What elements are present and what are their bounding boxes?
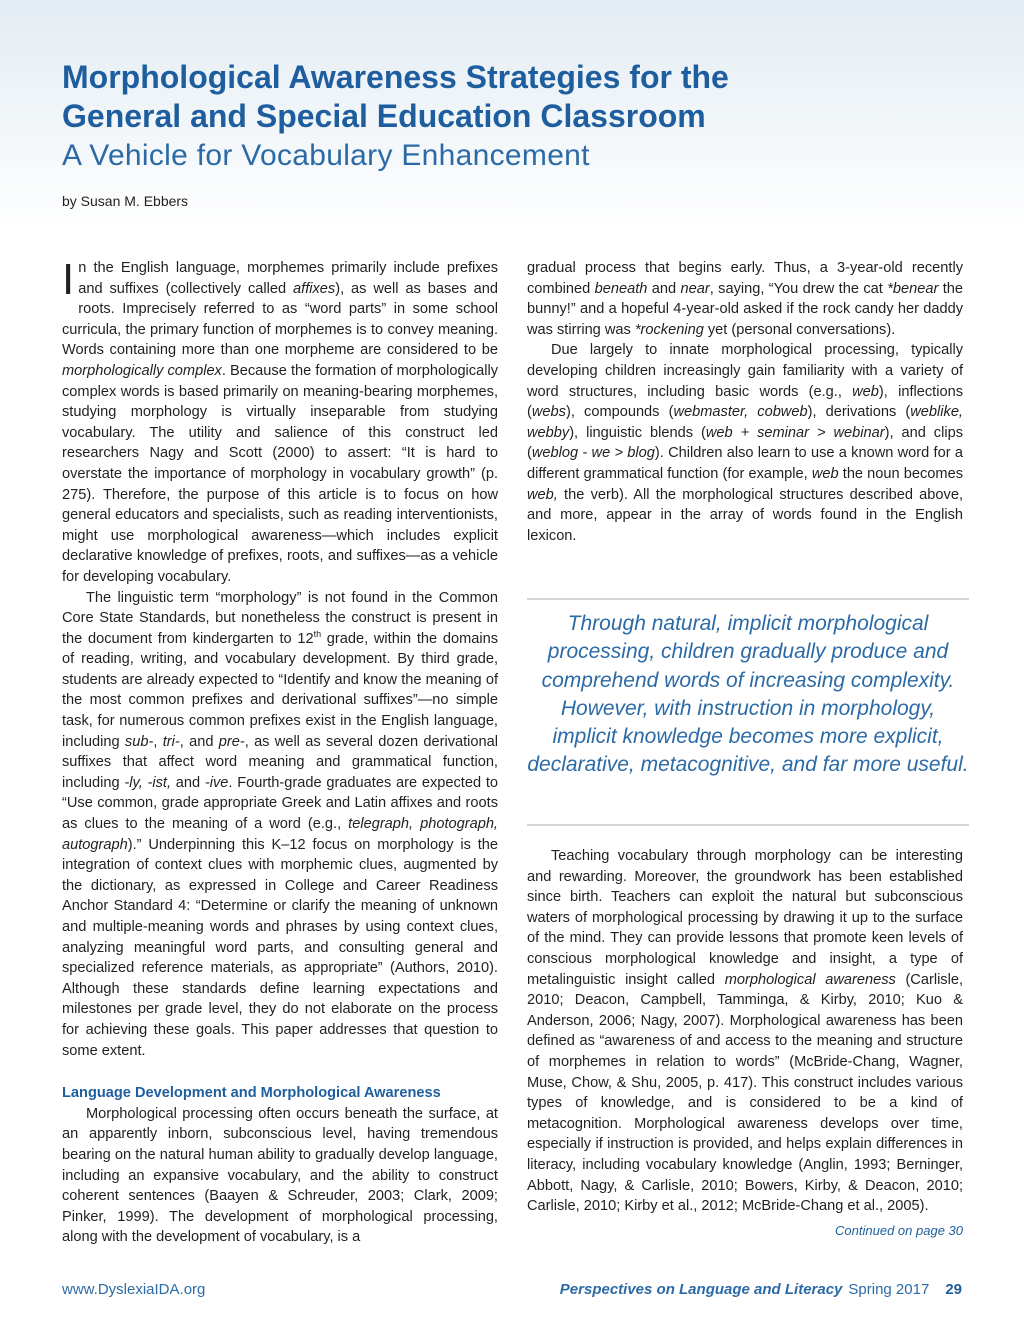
footer-website-link[interactable]: www.DyslexiaIDA.org (62, 1281, 206, 1298)
common-core-paragraph: The linguistic term “morphology” is not found in the Common Core State Standards, but nonetheless the construct is present in the document from kindergarten to 12th grade, within the domains of reading, writing, and vocabulary development. By third grade, students are already expected to “Identify and know the meaning of the most common prefixes and derivational suffixes”—no simple task, for numerous common prefixes exist in the English language, including sub-, tri-, and pre-, as well as several dozen derivational suffixes that affect word meaning and grammatical function, including -ly, -ist, and -ive. Fourth-grade graduates are expected to “Use common, grade appropriate Greek and Latin affixes and roots as clues to the meaning of a word (e.g., telegraph, photograph, autograph).” Underpinning this K–12 focus on morphology is the integration of context clues with morphemic clues, augmented by the dictionary, as expressed in College and Career Readiness Anchor Standard 4: “Determine or clarify the meaning of unknown and multiple-meaning words and phrases by using context clues, analyzing meaningful word parts, and consulting general and specialized reference materials, as appropriate” (Authors, 2010). Although these standards define learning expectations and milestones per grade level, they do not elaborate on the process for achieving these goals. This paper addresses that question to some extent. (62, 589, 499, 1059)
intro-paragraph: In the English language, morphemes primarily include prefixes and suffixes (collectively called affixes), as well as bases and roots. Imprecisely referred to as “word parts” in some school curricula, the primary function of morphemes is to convey meaning. Words containing more than one morpheme are considered to be morphologically complex. Because the formation of morphologically complex words is based primarily on meaning-bearing morphemes, studying morphology is virtually inseparable from studying vocabulary. The utility and salience of this construct led researchers Nagy and Scott (2000) to assert: “It is hard to overstate the importance of morphology in vocabulary growth” (p. 275). Therefore, the purpose of this article is to focus on how general educators and specialists, such as reading interventionists, might use morphological awareness—which includes explicit declarative knowledge of prefixes, roots, and suffixes—as a vehicle for developing vocabulary. (62, 255, 498, 585)
journal-name: Perspectives on Language and Literacy (559, 1281, 843, 1298)
continued-link[interactable]: Continued on page 30 (835, 1222, 963, 1238)
byline: by Susan M. Ebbers (62, 193, 189, 209)
pull-quote (527, 598, 969, 826)
pull-quote-text: Through natural, implicit morphological processing, children gradually produce and comprehend words of increasing complexity. However, with instruction in morphology, implicit knowledge becomes more explicit, declarative, metacognitive, and far more useful. (527, 612, 969, 777)
title-line-1: Morphological Awareness Strategies for the (62, 59, 729, 95)
word-structures-paragraph: Due largely to innate morphological processing, typically developing children increasingly gain familiarity with a variety of word structures, including basic words (e.g., web), inflections (webs), compounds (webmaster, cobweb), derivations (weblike, webby), linguistic blends (web + seminar > webinar), and clips (weblog - we > blog). Children also learn to use a known word for a different grammatical function (for example, web the noun becomes web, the verb). All the morphological structures described above, and more, appear in the array of words found in the English lexicon. (527, 342, 963, 544)
article-subtitle: A Vehicle for Vocabulary Enhancement (62, 139, 590, 172)
footer-journal-info (560, 1281, 962, 1298)
right-column-top (527, 258, 963, 546)
page-number: 29 (945, 1281, 962, 1298)
article-title (62, 58, 962, 136)
drop-cap: I (62, 255, 75, 304)
language-development-paragraph: Morphological processing often occurs beneath the surface, at an apparently inborn, subconscious level, having tremendous bearing on the natural human ability to gradually develop language, including an expansive vocabulary, and the ability to construct coherent sentences (Baayen & Schreuder, 2003; Clark, 2009; Pinker, 1999). The development of morphological processing, along with the development of vocabulary, is a (62, 1105, 498, 1246)
section-heading: Language Development and Morphological Awareness (62, 1085, 441, 1102)
continued-paragraph: gradual process that begins early. Thus, a 3-year-old recently combined beneath and near, saying, “You drew the cat *benear the bunny!” and a hopeful 4-year-old asked if the rock candy her daddy was stirring was *rockening yet (personal conversations). (527, 260, 963, 338)
journal-season: Spring 2017 (848, 1281, 930, 1298)
title-line-2: General and Special Education Classroom (62, 98, 706, 134)
left-column (62, 255, 499, 1248)
right-column-bottom (527, 846, 963, 1241)
teaching-vocabulary-paragraph: Teaching vocabulary through morphology can be interesting and rewarding. Moreover, the groundwork has been established since birth. Teachers can exploit the natural but subconscious waters of morphological processing by drawing it up to the surface of the mind. They can provide lessons that promote keen levels of conscious morphological knowledge and insight, a type of metalinguistic insight called morphological awareness (Carlisle, 2010; Deacon, Campbell, Tamminga, & Kirby, 2010; Kuo & Anderson, 2006; Nagy, 2007). Morphological awareness has been defined as “awareness of and access to the meaning and structure of morphemes in relation to words” (McBride-Chang, Wagner, Muse, Chow, & Shu, 2005, p. 417). This construct includes various types of knowledge, and is considered to be a kind of metacognition. Morphological awareness develops over time, especially if instruction is provided, and helps explain differences in literacy, including vocabulary knowledge (Anglin, 1993; Berninger, Abbott, Nagy, & Carlisle, 2010; Bowers, Kirby, & Deacon, 2010; Carlisle, 2010; Kirby et al., 2012; McBride-Chang et al., 2005). (527, 848, 964, 1215)
